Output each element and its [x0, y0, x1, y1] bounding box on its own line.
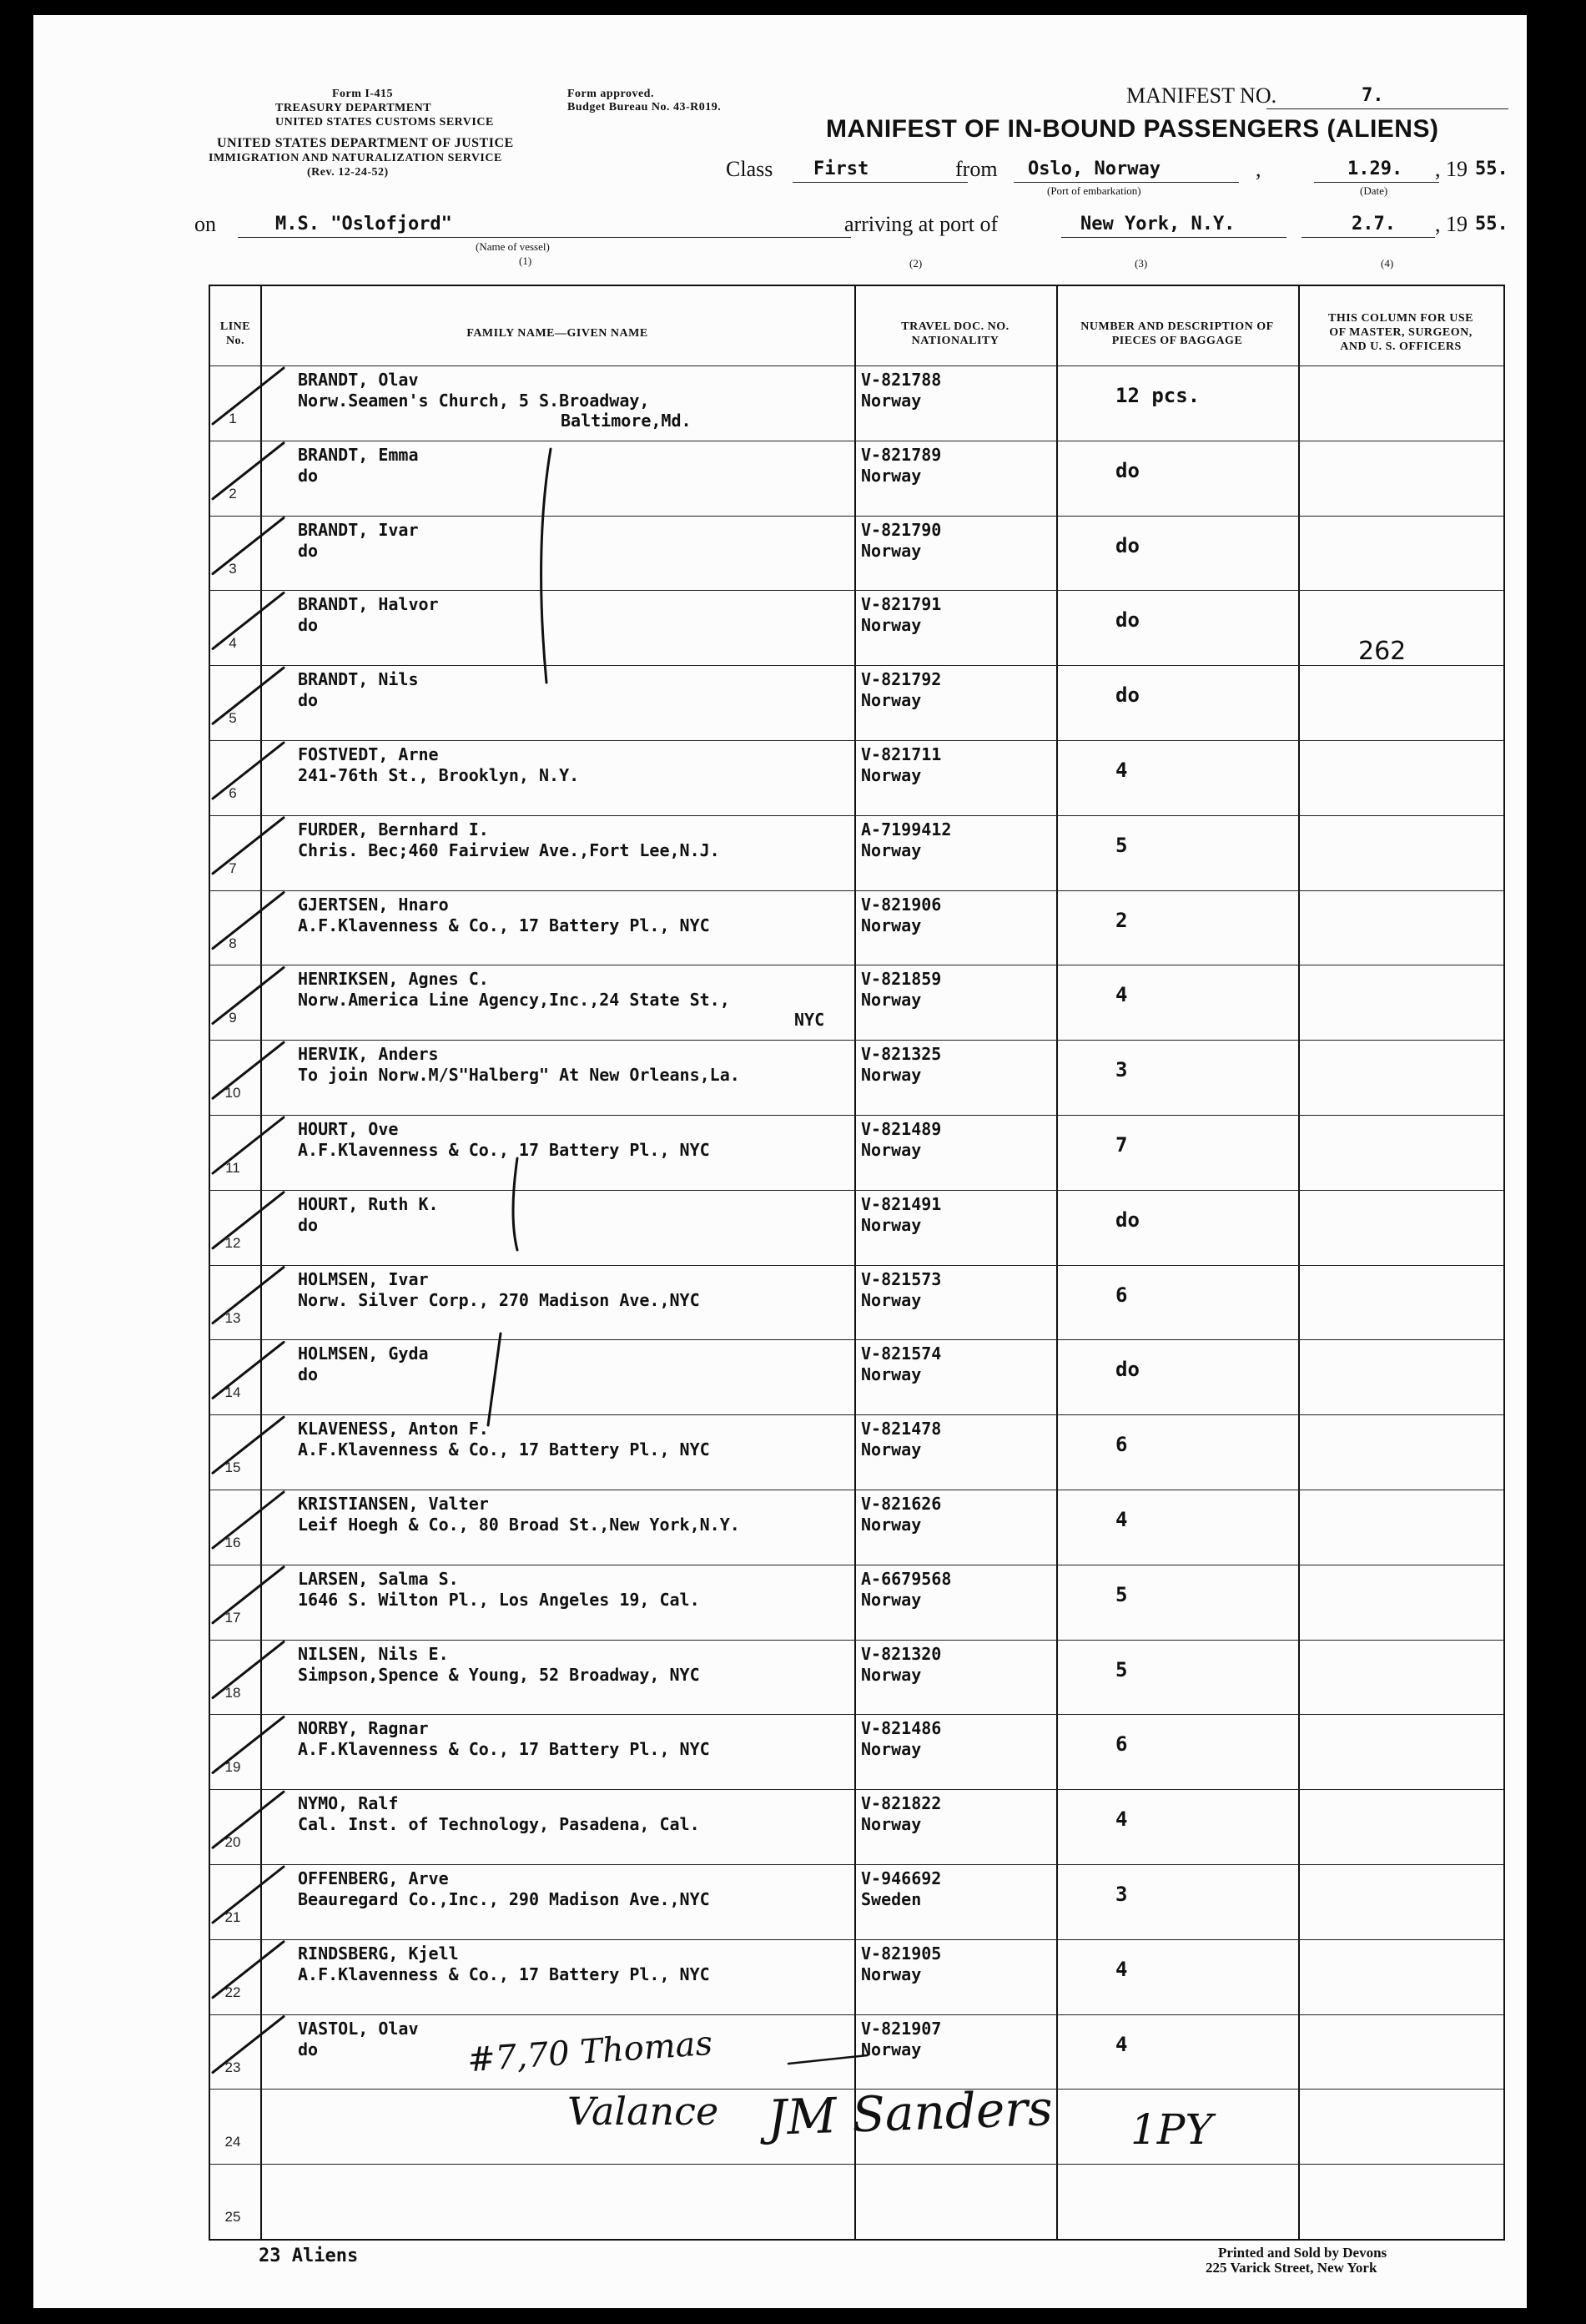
check-mark: [213, 1567, 284, 1623]
baggage-count: 5: [1115, 1657, 1128, 1681]
baggage-count: 3: [1115, 1883, 1128, 1906]
baggage-count: 12 pcs.: [1115, 384, 1201, 407]
check-mark: [213, 743, 284, 799]
passenger-address: Norw.America Line Agency,Inc.,24 State St.,: [298, 990, 730, 1011]
check-mark: [213, 668, 284, 723]
check-mark: [213, 1042, 284, 1098]
check-mark: [213, 818, 284, 874]
check-mark: [213, 1268, 284, 1323]
travel-doc-number: V-821325: [861, 1044, 942, 1065]
check-mark: [213, 368, 284, 424]
nationality: Norway: [861, 1289, 922, 1310]
passenger-address: A.F.Klavenness & Co., 17 Battery Pl., NYC: [298, 1739, 710, 1760]
nationality: Norway: [861, 1515, 922, 1535]
line-number: 6: [229, 785, 237, 801]
passenger-name: FOSTVEDT, Arne: [298, 744, 439, 764]
handwritten-valance: Valance: [567, 2089, 719, 2134]
baggage-count: do: [1115, 683, 1140, 708]
passenger-name: BRANDT, Emma: [298, 444, 419, 465]
passenger-name: HOURT, Ruth K.: [298, 1193, 439, 1214]
travel-doc-number: V-821486: [861, 1718, 942, 1739]
travel-doc-number: V-821822: [861, 1793, 942, 1814]
nationality: Norway: [861, 615, 922, 636]
vessel-caption: (Name of vessel): [476, 240, 550, 253]
baggage-count: do: [1115, 608, 1140, 633]
pencil-stroke: [541, 449, 551, 683]
nationality: Norway: [861, 2039, 922, 2059]
line-number: 5: [229, 710, 237, 727]
travel-doc-number: V-821907: [861, 2018, 942, 2039]
vessel-caption-number: (1): [519, 255, 532, 267]
passenger-name: HOURT, Ove: [298, 1119, 399, 1139]
passenger-address: do: [298, 690, 319, 711]
pencil-stroke: [513, 1158, 517, 1250]
official-column-number: (4): [1381, 257, 1394, 270]
nationality: Norway: [861, 391, 922, 411]
baggage-count: 4: [1115, 1508, 1128, 1531]
line-number: 1: [229, 411, 237, 426]
travel-doc-number: V-821711: [861, 744, 942, 764]
vessel-name: M.S. "Oslofjord": [275, 214, 452, 234]
revision-date: (Rev. 12-24-52): [307, 166, 389, 179]
travel-doc-number: A-7199412: [861, 819, 952, 839]
baggage-column-number: (3): [1135, 257, 1148, 270]
form-approved: Form approved.: [567, 88, 654, 100]
check-mark: [213, 592, 284, 648]
passenger-address: A.F.Klavenness & Co., 17 Battery Pl., NYC: [298, 1439, 710, 1460]
customs-service: UNITED STATES CUSTOMS SERVICE: [275, 116, 494, 129]
line-number: 13: [224, 1309, 241, 1326]
travel-doc-number: V-821489: [861, 1119, 942, 1139]
passenger-address: do: [298, 615, 319, 636]
travel-doc-number: V-946692: [861, 1868, 942, 1888]
year-prefix: , 19: [1435, 157, 1468, 181]
passenger-name: NILSEN, Nils E.: [298, 1643, 449, 1664]
manifest-page: [33, 15, 1527, 2308]
arrival-port: New York, N.Y.: [1080, 214, 1236, 234]
travel-doc-header-line1: TRAVEL DOC. NO.: [901, 320, 1010, 333]
travel-doc-number: V-821788: [861, 370, 942, 390]
immigration-service: IMMIGRATION AND NATURALIZATION SERVICE: [209, 152, 502, 164]
passenger-address: do: [298, 1364, 319, 1385]
pencil-stroke: [488, 1333, 501, 1425]
arrival-year: 55.: [1475, 214, 1508, 234]
baggage-count: 5: [1115, 1582, 1128, 1606]
passenger-address: Norw. Silver Corp., 270 Madison Ave.,NYC: [298, 1289, 700, 1310]
baggage-count: 7: [1115, 1133, 1128, 1157]
passenger-name: BRANDT, Halvor: [298, 594, 439, 615]
nationality: Norway: [861, 1589, 922, 1610]
passenger-address: Chris. Bec;460 Fairview Ave.,Fort Lee,N.J.: [298, 839, 720, 860]
passenger-name: HENRIKSEN, Agnes C.: [298, 969, 489, 990]
line-number: 12: [224, 1234, 241, 1251]
baggage-count: 2: [1115, 908, 1128, 932]
passenger-name: BRANDT, Olav: [298, 370, 419, 390]
embarkation-year: 55.: [1475, 159, 1508, 179]
line-number: 16: [224, 1535, 241, 1550]
passenger-name: KLAVENESS, Anton F.: [298, 1419, 489, 1439]
travel-doc-number: V-821859: [861, 969, 942, 990]
printer-line1: Printed and Sold by Devons: [1218, 2245, 1387, 2261]
travel-doc-number: V-821573: [861, 1268, 942, 1289]
budget-bureau-number: Budget Bureau No. 43-R019.: [567, 101, 722, 113]
passenger-name: OFFENBERG, Arve: [298, 1868, 449, 1888]
baggage-count: 4: [1115, 1957, 1128, 1981]
line-number: 25: [224, 2209, 241, 2226]
arriving-label: arriving at port of: [844, 212, 999, 236]
passenger-address: do: [298, 465, 319, 486]
arrival-date: 2.7.: [1352, 214, 1396, 234]
treasury-department: TREASURY DEPARTMENT: [275, 102, 432, 114]
travel-doc-number: V-821478: [861, 1419, 942, 1439]
baggage-header-line1: NUMBER AND DESCRIPTION OF: [1080, 320, 1274, 333]
line-number: 10: [224, 1085, 241, 1102]
nationality: Sweden: [861, 1889, 922, 1909]
baggage-count: 5: [1115, 833, 1128, 857]
date-caption: (Date): [1360, 184, 1388, 197]
check-mark: [213, 1792, 284, 1848]
travel-doc-number: V-821790: [861, 519, 942, 540]
passenger-name: BRANDT, Ivar: [298, 519, 419, 540]
officer-signature: JM Sanders: [766, 2080, 1054, 2146]
travel-doc-number: V-821792: [861, 669, 942, 690]
baggage-count: do: [1115, 1207, 1140, 1232]
travel-doc-number: A-6679568: [861, 1568, 952, 1589]
nationality: Norway: [861, 1664, 922, 1685]
passenger-address: do: [298, 2039, 319, 2059]
baggage-count: 6: [1115, 1732, 1128, 1757]
check-mark: [213, 1342, 284, 1398]
travel-doc-number: V-821320: [861, 1643, 942, 1664]
nationality: Norway: [861, 690, 922, 711]
passenger-address: To join Norw.M/S"Halberg" At New Orleans,La.: [298, 1065, 740, 1086]
check-mark: [213, 1642, 284, 1698]
passenger-address: do: [298, 1214, 319, 1235]
passenger-address: do: [298, 540, 319, 561]
passenger-name: HOLMSEN, Gyda: [298, 1343, 429, 1364]
port-caption: (Port of embarkation): [1047, 184, 1141, 197]
pencil-marks: [33, 15, 1527, 2308]
baggage-count: do: [1115, 1358, 1140, 1382]
line-number: 7: [229, 860, 237, 876]
line-number: 3: [229, 560, 237, 577]
line-number: 20: [224, 1834, 241, 1851]
passenger-name: BRANDT, Nils: [298, 669, 419, 690]
handwritten-initials: 1PY: [1130, 2105, 1213, 2154]
passenger-address: 1646 S. Wilton Pl., Los Angeles 19, Cal.: [298, 1589, 700, 1610]
baggage-count: do: [1115, 533, 1140, 557]
name-header: FAMILY NAME—GIVEN NAME: [466, 327, 648, 340]
check-mark: [213, 1942, 284, 1998]
nationality: Norway: [861, 1214, 922, 1235]
underline-stroke: [788, 2055, 868, 2064]
passenger-name: FURDER, Bernhard I.: [298, 819, 489, 839]
line-number: 11: [225, 1160, 240, 1176]
passenger-name: NORBY, Ragnar: [298, 1718, 429, 1739]
manifest-number: 7.: [1362, 85, 1384, 106]
passenger-address: Beauregard Co.,Inc., 290 Madison Ave.,NYC: [298, 1889, 710, 1909]
passenger-address: A.F.Klavenness & Co., 17 Battery Pl., NYC: [298, 1140, 710, 1160]
line-number: 19: [224, 1759, 241, 1776]
travel-doc-number: V-821791: [861, 594, 942, 615]
official-header-line1: THIS COLUMN FOR USE: [1327, 312, 1474, 325]
doc-column-number: (2): [909, 257, 923, 270]
department-of-justice: UNITED STATES DEPARTMENT OF JUSTICE: [217, 136, 514, 150]
passenger-name: LARSEN, Salma S.: [298, 1568, 459, 1589]
nationality: Norway: [861, 1814, 922, 1835]
travel-doc-header-line2: NATIONALITY: [911, 335, 999, 347]
line-number: 18: [224, 1684, 241, 1701]
passenger-address-cont: NYC: [794, 1010, 825, 1031]
passenger-address: A.F.Klavenness & Co., 17 Battery Pl., NYC: [298, 915, 710, 935]
line-number: 22: [224, 1984, 241, 2000]
line-number: 15: [224, 1459, 241, 1476]
baggage-count: do: [1115, 458, 1140, 482]
passenger-name: NYMO, Ralf: [298, 1793, 399, 1814]
passenger-name: GJERTSEN, Hnaro: [298, 894, 449, 915]
passenger-name: HERVIK, Anders: [298, 1044, 439, 1065]
check-mark: [213, 1417, 284, 1473]
nationality: Norway: [861, 1964, 922, 1984]
manifest-title: MANIFEST OF IN-BOUND PASSENGERS (ALIENS): [826, 115, 1439, 143]
passenger-address: A.F.Klavenness & Co., 17 Battery Pl., NYC: [298, 1964, 710, 1984]
baggage-header-line2: PIECES OF BAGGAGE: [1111, 335, 1243, 347]
check-mark: [213, 1867, 284, 1923]
passenger-name: RINDSBERG, Kjell: [298, 1943, 459, 1964]
passenger-address: 241-76th St., Brooklyn, N.Y.: [298, 765, 580, 785]
baggage-count: 3: [1115, 1058, 1128, 1082]
baggage-count: 4: [1115, 983, 1128, 1007]
line-number: 4: [229, 635, 237, 652]
travel-doc-number: V-821789: [861, 444, 942, 465]
nationality: Norway: [861, 765, 922, 785]
nationality: Norway: [861, 915, 922, 935]
baggage-count: 6: [1115, 1433, 1128, 1457]
line-number: 24: [224, 2134, 241, 2150]
check-mark: [213, 2017, 284, 2073]
arrival-year-prefix: , 19: [1435, 212, 1468, 236]
nationality: Norway: [861, 1065, 922, 1086]
travel-doc-number: V-821626: [861, 1494, 942, 1514]
line-number: 2: [229, 485, 237, 502]
passenger-name: KRISTIANSEN, Valter: [298, 1494, 489, 1514]
from-label: from: [955, 157, 998, 181]
line-number: 8: [229, 935, 237, 951]
stamp-number: 262: [1358, 637, 1407, 666]
travel-doc-number: V-821574: [861, 1343, 942, 1364]
line-number: 21: [224, 1909, 241, 1925]
travel-doc-number: V-821906: [861, 894, 942, 915]
travel-doc-number: V-821491: [861, 1193, 942, 1214]
official-header-line3: AND U. S. OFFICERS: [1340, 340, 1462, 353]
check-mark: [213, 443, 284, 499]
passenger-name: VASTOL, Olav: [298, 2018, 419, 2039]
passenger-address: Simpson,Spence & Young, 52 Broadway, NYC: [298, 1664, 700, 1685]
passenger-address-cont: Baltimore,Md.: [561, 411, 692, 431]
manifest-number-label: MANIFEST NO.: [1126, 83, 1277, 108]
check-mark: [213, 1717, 284, 1772]
baggage-count: 4: [1115, 759, 1128, 782]
baggage-count: 4: [1115, 1807, 1128, 1832]
comma: ,: [1256, 157, 1261, 181]
line-number: 14: [224, 1384, 241, 1401]
nationality: Norway: [861, 1439, 922, 1460]
baggage-count: 6: [1115, 1283, 1128, 1307]
embarkation-port: Oslo, Norway: [1028, 159, 1161, 179]
nationality: Norway: [861, 839, 922, 860]
embarkation-date: 1.29.: [1347, 159, 1403, 179]
on-label: on: [194, 212, 216, 236]
nationality: Norway: [861, 465, 922, 486]
nationality: Norway: [861, 1739, 922, 1760]
handwritten-note: #7,70 Thomas: [466, 2024, 714, 2080]
class-label: Class: [726, 157, 773, 181]
passenger-name: HOLMSEN, Ivar: [298, 1268, 429, 1289]
nationality: Norway: [861, 540, 922, 561]
line-number: 17: [224, 1609, 241, 1626]
baggage-count: 4: [1115, 2032, 1128, 2056]
nationality: Norway: [861, 1364, 922, 1385]
line-header-text: LINE: [219, 320, 251, 333]
passenger-address: Cal. Inst. of Technology, Pasadena, Cal.: [298, 1814, 700, 1835]
form-number: Form I-415: [332, 88, 394, 100]
nationality: Norway: [861, 1140, 922, 1160]
check-mark: [213, 1492, 284, 1548]
line-number: 23: [224, 2059, 241, 2075]
nationality: Norway: [861, 990, 922, 1011]
line-number: 9: [229, 1010, 237, 1026]
travel-doc-number: V-821905: [861, 1943, 942, 1964]
official-header-line2: OF MASTER, SURGEON,: [1329, 326, 1473, 339]
class-value: First: [813, 159, 869, 179]
printer-line2: 225 Varick Street, New York: [1206, 2260, 1377, 2276]
line-header-no: No.: [225, 335, 245, 347]
passenger-address: Leif Hoegh & Co., 80 Broad St.,New York,N.Y.: [298, 1515, 740, 1535]
check-mark: [213, 1117, 284, 1173]
check-mark: [213, 1192, 284, 1248]
check-mark: [213, 967, 284, 1023]
total-aliens: 23 Aliens: [259, 2246, 359, 2266]
passenger-address: Norw.Seamen's Church, 5 S.Broadway,: [298, 391, 650, 411]
check-mark: [213, 893, 284, 949]
check-mark: [213, 518, 284, 574]
